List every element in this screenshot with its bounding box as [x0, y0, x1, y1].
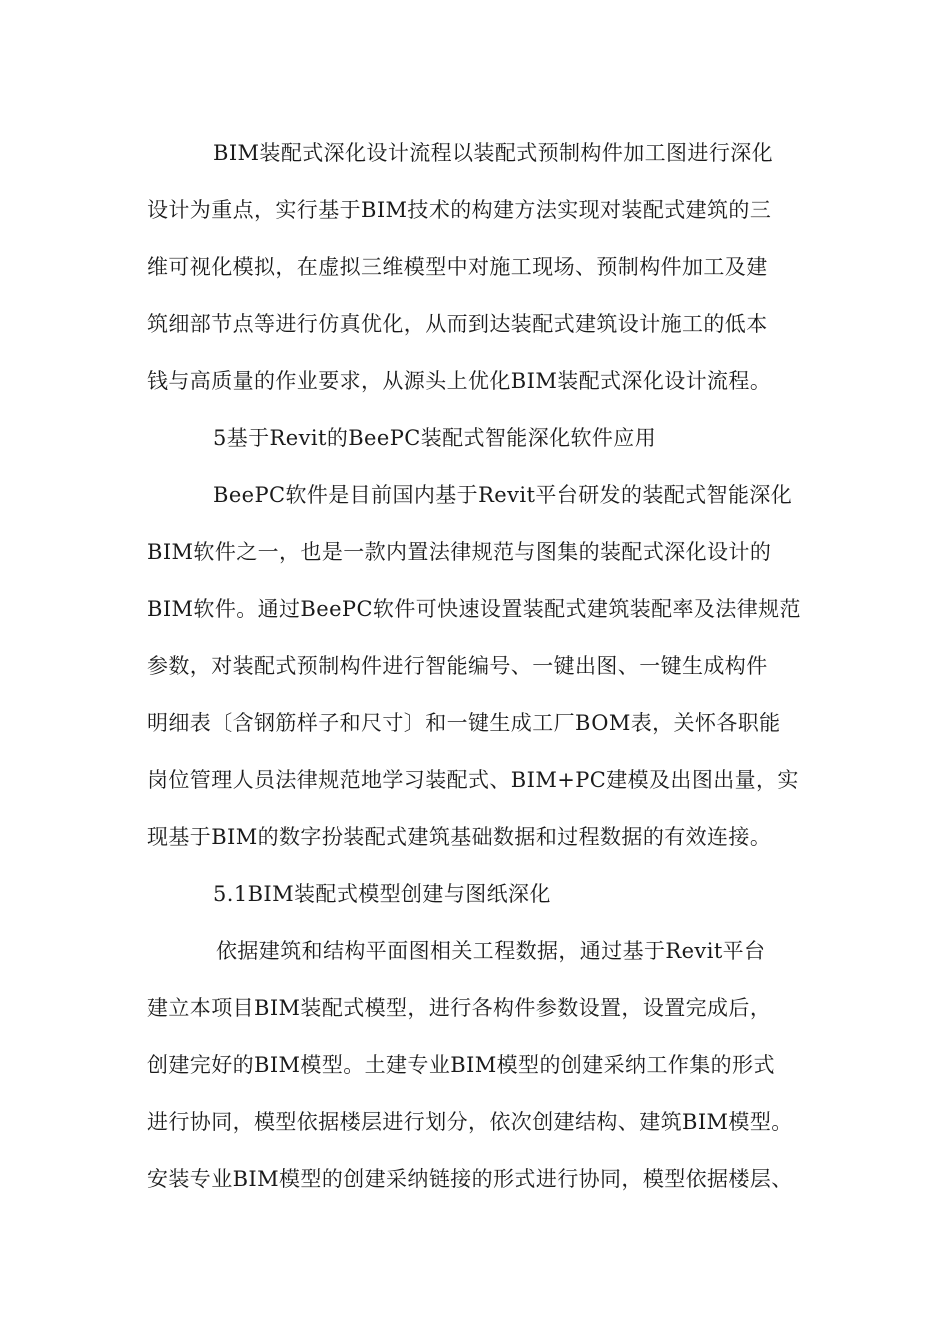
paragraph-3-line-4: 进行协同，模型依据楼层进行划分，依次创建结构、建筑BIM模型。 [147, 1110, 793, 1134]
paragraph-3-line-5: 安装专业BIM模型的创建采纳链接的形式进行协同，模型依据楼层、 [147, 1167, 793, 1191]
paragraph-1-line-2: 设计为重点，实行基于BIM技术的构建方法实现对装配式建筑的三 [147, 198, 772, 222]
paragraph-2-line-1: BeePC软件是目前国内基于Revit平台研发的装配式智能深化 [213, 483, 793, 507]
paragraph-2-line-5: 明细表〔含钢筋样子和尺寸〕和一键生成工厂BOM表，关怀各职能 [147, 711, 781, 735]
paragraph-1-line-3: 维可视化模拟，在虚拟三维模型中对施工现场、预制构件加工及建 [147, 255, 768, 279]
section-heading-5-1: 5.1BIM装配式模型创建与图纸深化 [213, 882, 551, 906]
paragraph-2-line-4: 参数，对装配式预制构件进行智能编号、一键出图、一键生成构件 [147, 654, 768, 678]
paragraph-2-line-3: BIM软件。通过BeePC软件可快速设置装配式建筑装配率及法律规范 [147, 597, 801, 621]
paragraph-3-line-2: 建立本项目BIM装配式模型，进行各构件参数设置，设置完成后， [147, 996, 772, 1020]
paragraph-2-line-6: 岗位管理人员法律规范地学习装配式、BIM+PC建模及出图出量，实 [147, 768, 799, 792]
paragraph-2-line-7: 现基于BIM的数字扮装配式建筑基础数据和过程数据的有效连接。 [147, 825, 772, 849]
paragraph-2-line-2: BIM软件之一，也是一款内置法律规范与图集的装配式深化设计的 [147, 540, 772, 564]
section-heading-5: 5基于Revit的BeePC装配式智能深化软件应用 [213, 426, 657, 450]
paragraph-1-line-4: 筑细部节点等进行仿真优化，从而到达装配式建筑设计施工的低本 [147, 312, 768, 336]
paragraph-3-line-3: 创建完好的BIM模型。土建专业BIM模型的创建采纳工作集的形式 [147, 1053, 775, 1077]
paragraph-3-line-1: 依据建筑和结构平面图相关工程数据，通过基于Revit平台 [216, 939, 766, 963]
paragraph-1-line-5: 钱与高质量的作业要求，从源头上优化BIM装配式深化设计流程。 [147, 369, 772, 393]
paragraph-1-line-1: BIM装配式深化设计流程以装配式预制构件加工图进行深化 [213, 141, 774, 165]
